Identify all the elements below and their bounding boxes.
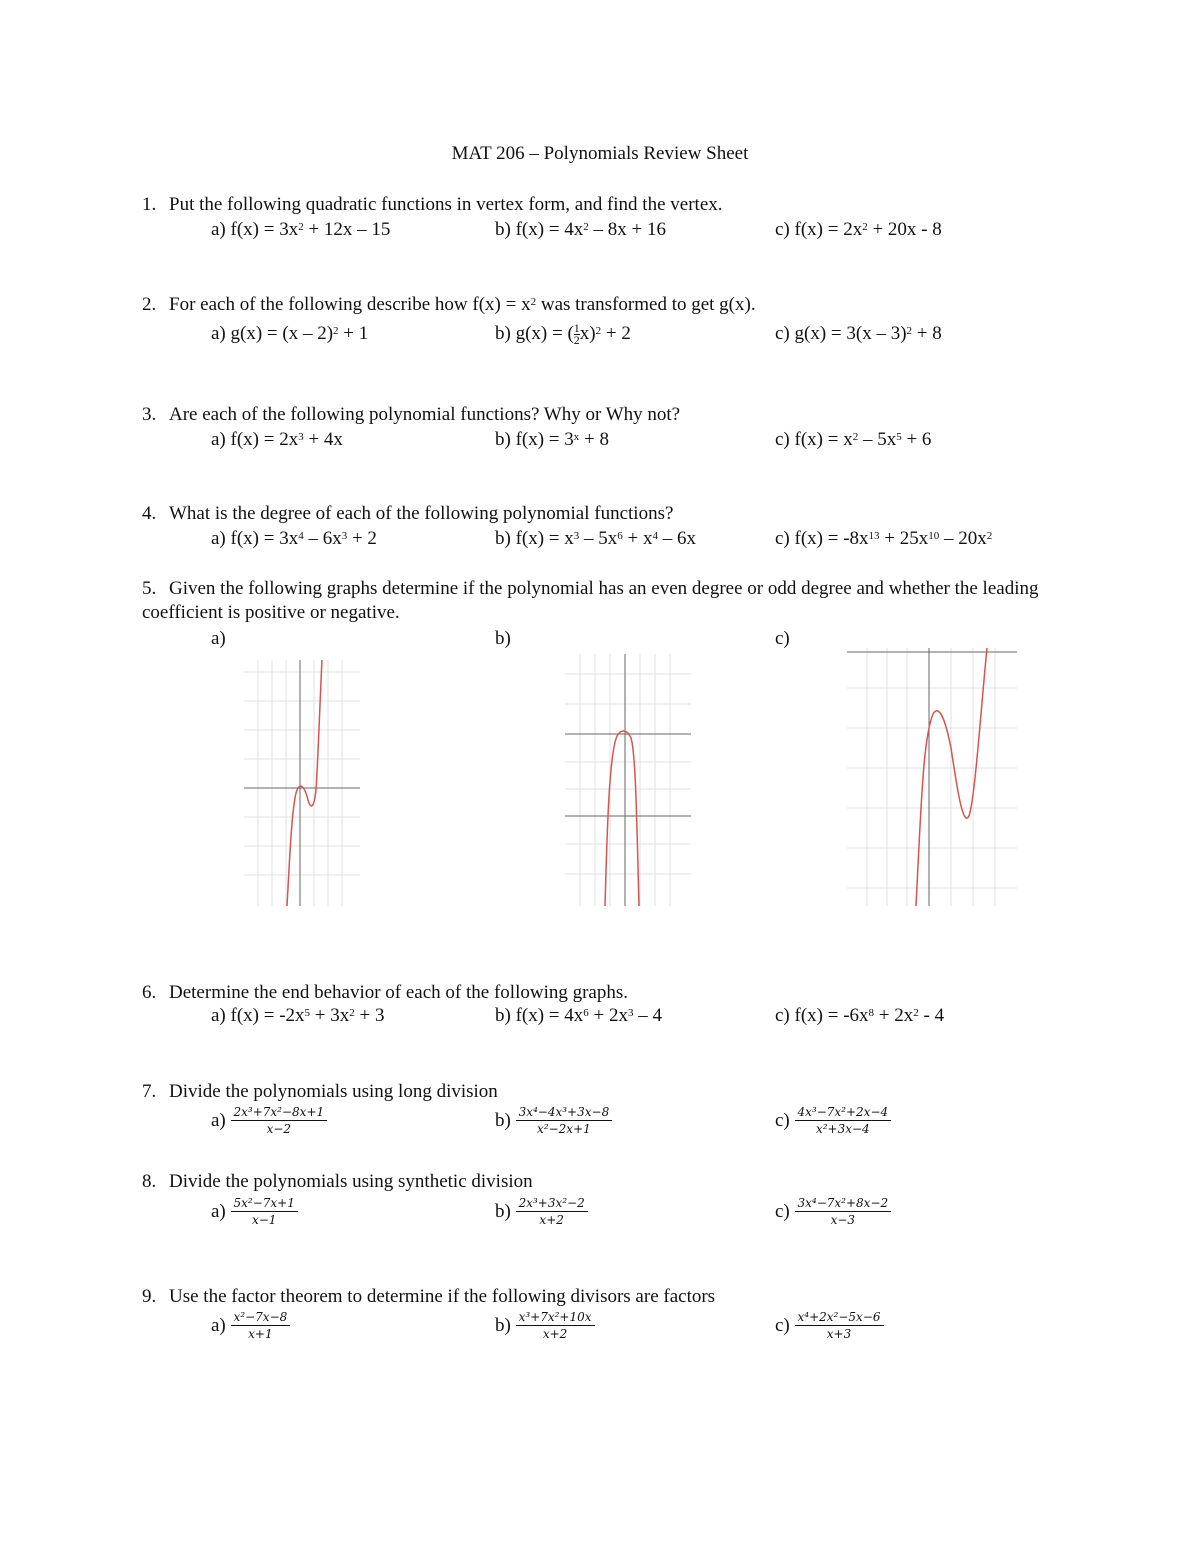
- question-text: Divide the polynomials using synthetic division: [169, 1171, 533, 1192]
- item-a: a) $f(x) = -2x^5 + 3x^2 + 3$: [211, 1005, 385, 1026]
- item-c: c) $\frac{\text{3x⁴−7x²+8x−2}}{x-3}$: [775, 1196, 891, 1227]
- item-b: b) $\frac{\text{3x⁴−4x³+3x−8}}{\text{x²−2x+1}}$: [495, 1105, 612, 1136]
- item-b: b) $f(x) = 4x^6 + 2x^3 - 4$: [495, 1005, 662, 1026]
- fraction: $\frac{\text{x²−7x−8}}{x+1}$: [231, 1310, 291, 1341]
- question-text: Given the following graphs determine if the polynomial has an even degree or odd degree and whether the leading coefficient is positive or negative.: [142, 578, 1039, 623]
- fraction: $\frac{\text{5x²−7x+1}}{x-1}$: [231, 1196, 298, 1227]
- item-b-label: b): [495, 628, 511, 649]
- question-number: 5.: [142, 578, 157, 599]
- item-c: c) $f(x) = 2x^2 + 20x - 8$: [775, 219, 942, 240]
- item-a: a) $\frac{\text{5x²−7x+1}}{x-1}$: [211, 1196, 298, 1227]
- item-c: c) $f(x) = -6x^8 + 2x^2 - 4$: [775, 1005, 945, 1026]
- fraction: $\frac{\text{x³+7x²+10x}}{x+2}$: [516, 1310, 595, 1341]
- item-a: a) $f(x) = 2x^3 + 4x$: [211, 429, 343, 450]
- item-b: b) $f(x) = 3^x + 8$: [495, 429, 609, 450]
- fraction: $\frac{\text{x⁴+2x²−5x−6}}{x+3}$: [795, 1310, 884, 1341]
- item-c: c) $f(x) = x^2 - 5x^5 + 6$: [775, 429, 932, 450]
- item-a: a) g(x) = (x – 2)$^2$ + 1: [211, 323, 369, 344]
- question-3: [142, 403, 680, 427]
- fraction: $\frac{\text{4x³−7x²+2x−4}}{\text{x²+3x−4}}$: [795, 1105, 892, 1136]
- question-text: Put the following quadratic functions in vertex form, and find the vertex.: [169, 194, 723, 215]
- item-a: a) $\frac{\text{2x³+7x²−8x+1}}{x-2}$: [211, 1105, 327, 1136]
- fraction: $\frac{\text{2x³+7x²−8x+1}}{x-2}$: [231, 1105, 328, 1136]
- item-b: b) $\frac{\text{2x³+3x²−2}}{x+2}$: [495, 1196, 588, 1227]
- question-number: 2.: [142, 294, 157, 315]
- question-number: 1.: [142, 194, 157, 215]
- question-number: 9.: [142, 1286, 157, 1307]
- item-a: a) $\frac{\text{x²−7x−8}}{x+1}$: [211, 1310, 290, 1341]
- item-a: a) $f(x) = 3x^4 - 6x^3 + 2$: [211, 528, 377, 549]
- question-number: 3.: [142, 404, 157, 425]
- question-9: [142, 1285, 715, 1309]
- item-c: c) $\frac{\text{x⁴+2x²−5x−6}}{x+3}$: [775, 1310, 884, 1341]
- item-c: c) $f(x) = -8x^{13} + 25x^{10} - 20x^2$: [775, 528, 993, 549]
- question-number: 7.: [142, 1081, 157, 1102]
- fraction: $\frac{\text{2x³+3x²−2}}{x+2}$: [516, 1196, 588, 1227]
- question-4: [142, 502, 673, 526]
- item-b: b) $f(x) = 4x^2 - 8x + 16$: [495, 219, 666, 240]
- question-text: For each of the following describe how $f(x) = x^2$ was transformed to get g(x).: [169, 294, 756, 315]
- page-title: MAT 206 – Polynomials Review Sheet: [451, 143, 749, 164]
- polynomial-curve: [287, 660, 322, 906]
- question-text: What is the degree of each of the following polynomial functions?: [169, 503, 674, 524]
- graph-c: [847, 648, 1017, 906]
- item-c: c) g(x) = 3(x – 3)$^2$ + 8: [775, 323, 942, 344]
- question-5: [142, 577, 1072, 625]
- graph-a: [244, 660, 360, 906]
- item-a: a) $f(x) = 3x^2 + 12x - 15$: [211, 219, 391, 240]
- fraction: $\frac{\text{3x⁴−7x²+8x−2}}{x-3}$: [795, 1196, 892, 1227]
- question-number: 8.: [142, 1171, 157, 1192]
- item-a-label: a): [211, 628, 226, 649]
- question-number: 6.: [142, 982, 157, 1003]
- fraction: $\frac{\text{3x⁴−4x³+3x−8}}{\text{x²−2x+1}}$: [516, 1105, 613, 1136]
- question-text: Divide the polynomials using long division: [169, 1081, 498, 1102]
- question-number: 4.: [142, 503, 157, 524]
- question-8: [142, 1170, 533, 1194]
- question-text: Use the factor theorem to determine if the following divisors are factors: [169, 1286, 716, 1307]
- graph-b: [565, 654, 691, 906]
- item-c-label: c): [775, 628, 790, 649]
- question-text: Determine the end behavior of each of the following graphs.: [169, 982, 629, 1003]
- question-6: [142, 981, 628, 1005]
- item-c: c) $\frac{\text{4x³−7x²+2x−4}}{\text{x²+3x−4}}$: [775, 1105, 891, 1136]
- question-text: Are each of the following polynomial functions? Why or Why not?: [169, 404, 681, 425]
- item-b: b) $\frac{\text{x³+7x²+10x}}{x+2}$: [495, 1310, 595, 1341]
- item-b: b) g(x) = ( $\frac{1}{2}x)^2 + 2$: [495, 321, 631, 348]
- one-half-fraction: $\frac{1}{2}$: [573, 321, 580, 348]
- question-1: [142, 193, 723, 217]
- question-7: [142, 1080, 498, 1104]
- question-2: [142, 293, 756, 317]
- item-b: b) $f(x) = x^3 - 5x^6 + x^4 - 6x$: [495, 528, 696, 549]
